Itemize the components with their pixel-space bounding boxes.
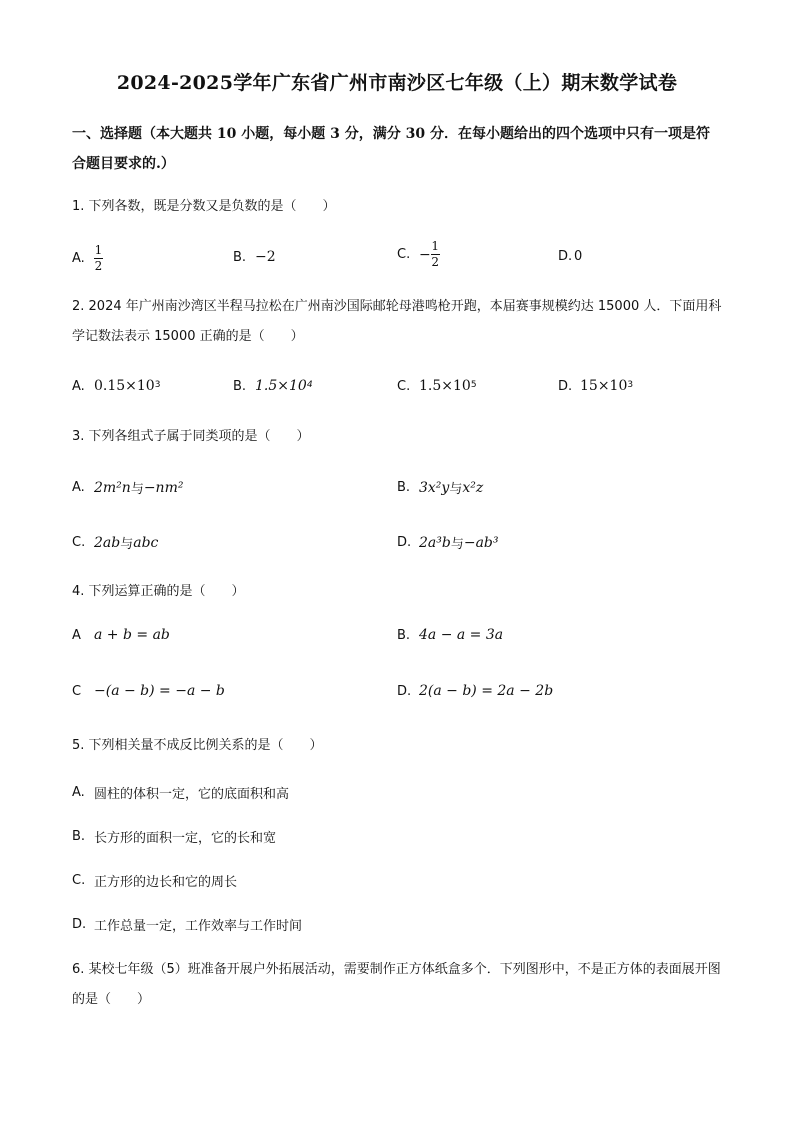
term-left: 2ab bbox=[94, 534, 121, 551]
option-label: D. bbox=[558, 249, 573, 264]
question-5-option-a[interactable] bbox=[72, 783, 289, 802]
section-heading: 一、选择题（本大题共 10 小题，每小题 3 分，满分 30 分．在每小题给出的四个选项中只有一项是符合题目要求的.） bbox=[72, 126, 710, 172]
option-value: 0 bbox=[574, 249, 583, 264]
option-label: D. bbox=[397, 683, 412, 699]
question-4-option-b[interactable] bbox=[397, 627, 503, 643]
option-value: −2 bbox=[255, 249, 276, 265]
option-label: C. bbox=[397, 378, 411, 394]
fraction bbox=[94, 244, 103, 273]
exam-title: 2024-2025学年广东省广州市南沙区七年级（上）期末数学试卷 bbox=[116, 72, 678, 94]
question-2-option-a[interactable] bbox=[72, 378, 160, 394]
question-1-option-c[interactable] bbox=[397, 240, 440, 269]
question-5-option-d[interactable] bbox=[72, 915, 302, 934]
option-label: B. bbox=[233, 249, 247, 265]
term-right: −nm² bbox=[143, 479, 184, 496]
denominator: 2 bbox=[431, 255, 440, 269]
question-5-option-c[interactable] bbox=[72, 871, 237, 890]
option-base: 1.5×10 bbox=[255, 378, 307, 394]
connector: 与 bbox=[449, 482, 463, 497]
question-1-option-b[interactable] bbox=[233, 249, 276, 265]
option-text: 长方形的面积一定，它的长和宽 bbox=[94, 831, 277, 846]
option-label: C. bbox=[397, 247, 411, 262]
question-2-option-b[interactable] bbox=[233, 378, 313, 394]
question-1-option-d[interactable] bbox=[558, 249, 582, 264]
option-expression: a + b = ab bbox=[94, 627, 170, 643]
option-base: 1.5×10 bbox=[419, 378, 471, 394]
question-3-stem: 3. 下列各组式子属于同类项的是（ ） bbox=[72, 429, 310, 444]
question-3-option-c[interactable] bbox=[72, 533, 158, 552]
option-base: 0.15×10 bbox=[94, 378, 155, 394]
option-label: D. bbox=[72, 917, 87, 932]
question-4-option-c[interactable] bbox=[72, 683, 225, 699]
option-text: 圆柱的体积一定，它的底面积和高 bbox=[94, 787, 290, 802]
option-exponent: 4 bbox=[306, 380, 313, 390]
option-label: C bbox=[72, 683, 82, 699]
option-label: A. bbox=[72, 378, 85, 394]
question-3-option-d[interactable] bbox=[397, 533, 499, 552]
connector: 与 bbox=[130, 482, 144, 497]
option-label: C. bbox=[72, 535, 86, 550]
term-left: 2m²n bbox=[94, 479, 131, 496]
option-expression: 4a − a = 3a bbox=[419, 627, 504, 643]
question-1-option-a[interactable] bbox=[72, 244, 103, 273]
term-right: abc bbox=[133, 534, 159, 551]
connector: 与 bbox=[450, 537, 464, 552]
option-exponent: 5 bbox=[470, 380, 477, 390]
question-2-option-c[interactable] bbox=[397, 378, 477, 394]
term-left: 2a³b bbox=[419, 534, 451, 551]
option-label: B. bbox=[72, 829, 86, 844]
option-text: 工作总量一定，工作效率与工作时间 bbox=[94, 919, 303, 934]
question-3-option-b[interactable] bbox=[397, 478, 483, 497]
question-4-option-a[interactable] bbox=[72, 627, 170, 643]
option-exponent: 3 bbox=[154, 380, 161, 390]
question-1-stem: 1. 下列各数，既是分数又是负数的是（ ） bbox=[72, 199, 336, 214]
option-label: A. bbox=[72, 785, 85, 800]
option-label: D. bbox=[397, 535, 412, 550]
option-label: B. bbox=[233, 378, 247, 394]
fraction bbox=[431, 240, 440, 269]
question-5-option-b[interactable] bbox=[72, 827, 276, 846]
option-exponent: 3 bbox=[627, 380, 634, 390]
option-label: B. bbox=[397, 480, 411, 495]
option-expression: −(a − b) = −a − b bbox=[94, 683, 225, 699]
option-label: B. bbox=[397, 627, 411, 643]
question-4-option-d[interactable] bbox=[397, 683, 553, 699]
numerator: 1 bbox=[94, 243, 103, 257]
option-label: D. bbox=[558, 378, 573, 394]
question-3-option-a[interactable] bbox=[72, 478, 183, 497]
option-label: A. bbox=[72, 480, 85, 495]
option-label: A bbox=[72, 627, 81, 643]
option-expression: 2(a − b) = 2a − 2b bbox=[419, 683, 554, 699]
question-4-stem: 4. 下列运算正确的是（ ） bbox=[72, 584, 245, 599]
minus-sign: − bbox=[419, 246, 431, 263]
question-5-stem: 5. 下列相关量不成反比例关系的是（ ） bbox=[72, 738, 323, 753]
denominator: 2 bbox=[94, 259, 103, 273]
option-label: A. bbox=[72, 251, 85, 266]
question-2-stem: 2. 2024 年广州南沙湾区半程马拉松在广州南沙国际邮轮母港鸣枪开跑，本届赛事规模约达 15000 人．下面用科学记数法表示 15000 正确的是（ ） bbox=[72, 299, 722, 344]
connector: 与 bbox=[120, 537, 134, 552]
question-6-stem: 6. 某校七年级（5）班准备开展户外拓展活动，需要制作正方体纸盒多个．下列图形中，不是正方体的表面展开图的是（ ） bbox=[72, 962, 721, 1007]
numerator: 1 bbox=[431, 239, 440, 253]
term-left: 3x²y bbox=[419, 479, 450, 496]
option-label: C. bbox=[72, 873, 86, 888]
term-right: −ab³ bbox=[463, 534, 499, 551]
option-base: 15×10 bbox=[580, 378, 628, 394]
term-right: x²z bbox=[462, 479, 484, 496]
question-2-option-d[interactable] bbox=[558, 378, 633, 394]
option-text: 正方形的边长和它的周长 bbox=[94, 875, 238, 890]
